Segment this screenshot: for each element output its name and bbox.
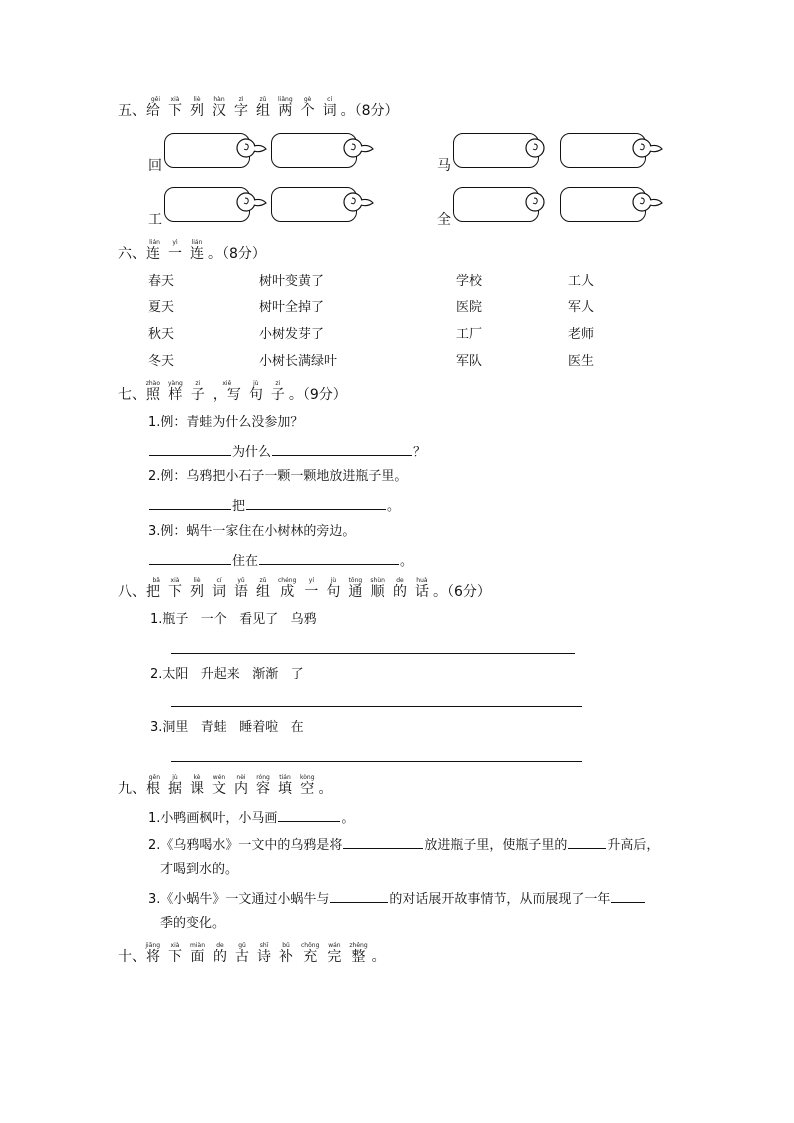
word-group-2: 2.太阳 升起来 渐渐 了 — [150, 667, 304, 682]
ruby-char — [190, 774, 204, 797]
hanzi: 子 — [270, 387, 285, 403]
pinyin: wén — [212, 774, 226, 781]
hanzi: 课 — [190, 781, 204, 797]
fill-2-text-a: 2.《乌鸦喝水》一文中的乌鸦是将 — [148, 838, 343, 853]
hanzi: 子 — [190, 387, 205, 403]
section-10-title — [118, 942, 386, 965]
pinyin: huà — [416, 577, 428, 584]
hanzi: 古 — [235, 949, 249, 965]
ruby-char — [301, 96, 315, 119]
match-place: 学校 — [456, 274, 483, 289]
score: 。 — [318, 781, 333, 797]
example-1-end: ？ — [413, 445, 427, 460]
hanzi: 整 — [351, 949, 366, 965]
pinyin: zì — [238, 96, 244, 103]
hanzi: 成 — [280, 584, 295, 600]
section-6-title — [118, 239, 266, 262]
hanzi: 句 — [326, 584, 341, 600]
hanzi: 词 — [322, 103, 337, 119]
pinyin: yǔ — [237, 577, 245, 584]
ruby-char — [278, 774, 292, 797]
pinyin: zhào — [145, 380, 160, 387]
pinyin: de — [396, 577, 404, 584]
pinyin: bǔ — [282, 942, 290, 949]
pinyin: tōng — [348, 577, 363, 584]
ruby-char — [415, 577, 429, 600]
pinyin: hàn — [213, 96, 225, 103]
hanzi: 九、根 — [118, 781, 160, 797]
char-ma: 马 — [437, 158, 451, 174]
section-7-title — [118, 380, 347, 403]
ruby-char — [278, 577, 296, 600]
ruby-char — [348, 577, 362, 600]
hanzi: 连 — [190, 246, 204, 262]
ruby-char — [326, 577, 340, 600]
blank[interactable] — [611, 889, 645, 903]
hanzi: 语 — [234, 584, 248, 600]
ruby-char — [304, 577, 318, 600]
pinyin: bǎ — [152, 577, 160, 584]
hanzi: 汉 — [212, 103, 226, 119]
match-place: 军队 — [456, 354, 483, 369]
answer-line[interactable] — [171, 761, 582, 762]
match-tree: 树叶全掉了 — [259, 300, 325, 315]
hanzi: 一 — [168, 246, 182, 262]
pinyin: jù — [330, 577, 337, 584]
match-tree: 树叶变黄了 — [259, 274, 325, 289]
snail-shell-icon — [341, 187, 379, 217]
pinyin: jù — [253, 380, 259, 387]
ruby-char — [118, 380, 160, 403]
hanzi: 内 — [234, 781, 248, 797]
hanzi: 下 — [168, 103, 182, 119]
hanzi: 面 — [190, 949, 205, 965]
match-season: 夏天 — [148, 300, 175, 315]
blank[interactable] — [330, 889, 388, 903]
ruby-char — [168, 239, 182, 262]
example-3-answer[interactable] — [148, 551, 413, 570]
hanzi: 话 — [414, 584, 429, 600]
ruby-char — [118, 239, 160, 262]
word-group-3: 3.洞里 青蛙 睡着啦 在 — [150, 720, 304, 735]
example-3: 3.例：蜗牛一家住在小树林的旁边。 — [148, 524, 356, 539]
ruby-char — [212, 96, 226, 119]
snail-shell-icon — [630, 133, 668, 163]
ruby-char — [393, 577, 407, 600]
pinyin: nèi — [236, 774, 246, 781]
ruby-char — [257, 942, 271, 965]
ruby-char — [190, 96, 204, 119]
hanzi: ，写 — [212, 387, 241, 403]
pinyin: lián — [191, 239, 203, 246]
ruby-char — [349, 942, 367, 965]
fill-2-cont: 才喝到水的。 — [160, 862, 239, 877]
pinyin: kè — [193, 774, 201, 781]
fill-3-text-a: 3.《小蜗牛》一文通过小蜗牛与 — [148, 892, 330, 907]
match-person: 工人 — [568, 274, 595, 289]
pinyin: gēn — [148, 774, 160, 781]
ruby-char — [256, 96, 270, 119]
ruby-char — [190, 942, 205, 965]
hanzi: 六、连 — [118, 246, 160, 262]
hanzi: 下 — [168, 949, 182, 965]
char-gong: 工 — [148, 212, 162, 228]
ruby-char — [234, 774, 248, 797]
char-quan: 全 — [437, 212, 451, 228]
ruby-char — [234, 96, 248, 119]
hanzi: 样 — [168, 387, 183, 403]
hanzi: 一 — [304, 584, 319, 600]
pinyin: jiāng — [145, 942, 160, 949]
match-tree: 小树发芽了 — [259, 327, 325, 342]
pinyin: gěi — [150, 96, 160, 103]
pinyin: cí — [327, 96, 333, 103]
ruby-char — [168, 96, 182, 119]
ruby-char — [300, 774, 315, 797]
snail-shell-icon — [523, 187, 561, 217]
snail-shell-icon — [630, 187, 668, 217]
hanzi: 五、给 — [118, 103, 160, 119]
hanzi: 十、将 — [118, 949, 160, 965]
ruby-char — [279, 942, 293, 965]
hanzi: 列 — [190, 103, 204, 119]
ruby-char — [327, 942, 341, 965]
match-person: 军人 — [568, 300, 595, 315]
example-3-mid: 住在 — [232, 554, 259, 569]
snail-shell-icon — [234, 133, 272, 163]
ruby-char — [235, 942, 249, 965]
ruby-char — [323, 96, 337, 119]
pinyin: xià — [170, 96, 180, 103]
hanzi: 下 — [168, 584, 182, 600]
pinyin: zhěng — [349, 942, 368, 949]
score: 。（8分） — [340, 103, 399, 119]
snail-shell-icon — [341, 133, 379, 163]
fill-1-text: 1.小鸭画枫叶，小马画 — [148, 811, 278, 826]
example-2-end: 。 — [387, 499, 401, 514]
ruby-char — [118, 577, 160, 600]
word-group-1: 1.瓶子 一个 看见了 乌鸦 — [150, 612, 317, 627]
hanzi: 句 — [248, 387, 263, 403]
hanzi: 文 — [212, 781, 226, 797]
hanzi: 容 — [256, 781, 270, 797]
hanzi: 补 — [279, 949, 293, 965]
hanzi: 词 — [212, 584, 226, 600]
hanzi: 个 — [300, 103, 315, 119]
example-2-mid: 把 — [232, 499, 246, 514]
pinyin: gǔ — [238, 942, 246, 949]
pinyin: de — [216, 942, 224, 949]
pinyin: tián — [279, 774, 291, 781]
pinyin: zǔ — [259, 96, 267, 103]
example-2-answer[interactable] — [148, 496, 400, 515]
snail-shell-icon — [523, 133, 561, 163]
ruby-char — [168, 380, 183, 403]
example-3-end: 。 — [400, 554, 414, 569]
score: 。（6分） — [432, 584, 491, 600]
ruby-char — [118, 942, 160, 965]
ruby-char — [249, 380, 263, 403]
blank[interactable] — [343, 835, 423, 849]
hanzi: 列 — [190, 584, 204, 600]
pinyin: xiě — [222, 380, 232, 387]
example-1-mid: 为什么 — [232, 445, 272, 460]
pinyin: zǔ — [259, 577, 267, 584]
ruby-char — [278, 96, 293, 119]
ruby-char — [213, 380, 241, 403]
ruby-char — [212, 774, 226, 797]
pinyin: gè — [303, 96, 312, 103]
pinyin: kòng — [300, 774, 315, 781]
hanzi: 顺 — [370, 584, 385, 600]
match-person: 医生 — [568, 354, 595, 369]
fill-2-text-b: 放进瓶子里，使瓶子里的 — [424, 838, 568, 853]
pinyin: liǎng — [278, 96, 293, 103]
pinyin: chéng — [278, 577, 297, 584]
section-8-title — [118, 577, 491, 600]
ruby-char — [190, 239, 204, 262]
ruby-char — [370, 577, 385, 600]
hanzi: 组 — [256, 103, 270, 119]
hanzi: 据 — [168, 781, 182, 797]
hanzi: 空 — [300, 781, 315, 797]
hanzi: 充 — [303, 949, 318, 965]
pinyin: shùn — [370, 577, 385, 584]
score: 。 — [371, 949, 386, 965]
hanzi: 的 — [392, 584, 407, 600]
match-person: 老师 — [568, 327, 595, 342]
example-1: 1.例：青蛙为什么没参加？ — [148, 415, 304, 430]
blank[interactable] — [278, 808, 340, 822]
example-2: 2.例：乌鸦把小石子一颗一颗地放进瓶子里。 — [148, 469, 408, 484]
fill-3-text-b: 的对话展开故事情节，从而展现了一年 — [389, 892, 611, 907]
ruby-char — [256, 774, 270, 797]
pinyin: xià — [170, 577, 180, 584]
pinyin: liè — [193, 96, 201, 103]
section-9-title — [118, 774, 333, 797]
match-season: 秋天 — [148, 327, 175, 342]
fill-1 — [148, 808, 354, 827]
blank[interactable] — [568, 835, 606, 849]
hanzi: 通 — [348, 584, 363, 600]
ruby-char — [190, 577, 204, 600]
fill-3-cont: 季的变化。 — [160, 916, 226, 931]
score: 。（9分） — [288, 387, 347, 403]
ruby-char — [118, 96, 160, 119]
ruby-char — [213, 942, 227, 965]
pinyin: yí — [308, 577, 315, 584]
ruby-char — [168, 774, 182, 797]
ruby-char — [234, 577, 248, 600]
match-season: 春天 — [148, 274, 175, 289]
pinyin: miàn — [190, 942, 205, 949]
match-place: 医院 — [456, 300, 483, 315]
hanzi: 两 — [278, 103, 293, 119]
fill-2-text-c: 升高后， — [607, 838, 660, 853]
fill-1-end: 。 — [341, 811, 355, 826]
example-1-answer[interactable] — [148, 442, 426, 461]
ruby-char — [191, 380, 205, 403]
snail-shell-icon — [234, 187, 272, 217]
pinyin: róng — [256, 774, 270, 781]
answer-line[interactable] — [171, 653, 575, 654]
pinyin: yì — [172, 239, 178, 246]
hanzi: 组 — [256, 584, 270, 600]
pinyin: jù — [172, 774, 178, 781]
score: 。（8分） — [208, 246, 266, 262]
pinyin: shī — [259, 942, 269, 949]
pinyin: zi — [275, 380, 281, 387]
ruby-char — [168, 942, 182, 965]
pinyin: yàng — [168, 380, 183, 387]
match-place: 工厂 — [456, 327, 483, 342]
fill-2 — [148, 835, 659, 854]
pinyin: wán — [328, 942, 341, 949]
hanzi: 诗 — [257, 949, 271, 965]
answer-line[interactable] — [171, 706, 582, 707]
hanzi: 八、把 — [118, 584, 160, 600]
ruby-char — [212, 577, 226, 600]
hanzi: 七、照 — [118, 387, 160, 403]
pinyin: zi — [195, 380, 201, 387]
pinyin: lián — [149, 239, 160, 246]
hanzi: 字 — [234, 103, 248, 119]
hanzi: 填 — [278, 781, 292, 797]
ruby-char — [118, 774, 160, 797]
ruby-char — [271, 380, 285, 403]
pinyin: xià — [170, 942, 180, 949]
ruby-char — [168, 577, 182, 600]
match-season: 冬天 — [148, 354, 175, 369]
char-hui: 回 — [148, 158, 162, 174]
hanzi: 完 — [327, 949, 342, 965]
hanzi: 的 — [213, 949, 227, 965]
section-5-title — [118, 96, 399, 119]
ruby-char — [256, 577, 270, 600]
pinyin: chōng — [301, 942, 320, 949]
pinyin: liè — [193, 577, 201, 584]
pinyin: cí — [216, 577, 222, 584]
fill-3 — [148, 889, 646, 908]
ruby-char — [301, 942, 319, 965]
match-tree: 小树长满绿叶 — [259, 354, 338, 369]
